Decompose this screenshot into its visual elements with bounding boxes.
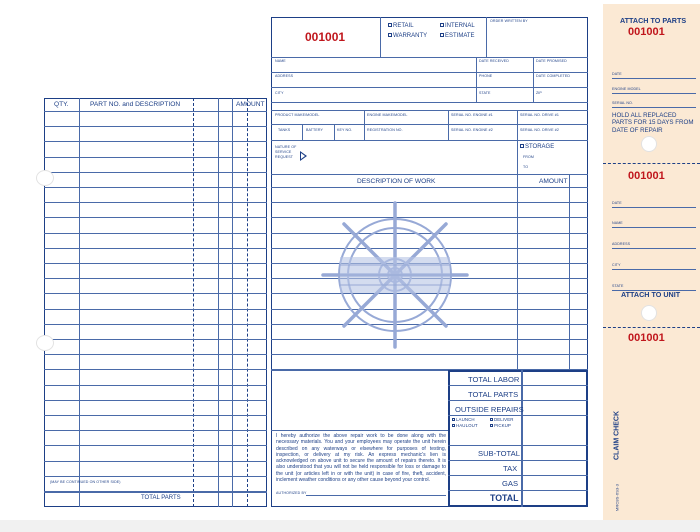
total-labor-label: TOTAL LABOR (468, 375, 520, 384)
continued-note: (MAY BE CONTINUED ON OTHER SIDE) (50, 480, 121, 484)
date-promised-label: DATE PROMISED (536, 59, 567, 63)
parts-row-line (44, 339, 267, 340)
key-no-label: KEY NO. (337, 128, 353, 132)
parts-row-line (44, 263, 267, 264)
order-written-by-label: ORDER WRITTEN BY (490, 19, 528, 23)
stub-number-2: 001001 (628, 170, 665, 182)
parts-row-line (44, 187, 267, 188)
tax-label: TAX (503, 464, 518, 473)
deliver-checkbox[interactable]: DELIVER (490, 417, 514, 422)
parts-row-line (44, 278, 267, 279)
phone-label: PHONE (479, 74, 493, 78)
part-description-header: PART NO. and DESCRIPTION (90, 101, 181, 108)
name-label: NAME (275, 59, 286, 63)
state-label: STATE (479, 91, 491, 95)
totals-row-line (448, 415, 588, 416)
totals-row-line (448, 475, 588, 476)
totals-row-line (448, 460, 588, 461)
work-amount-header: AMOUNT (539, 178, 568, 185)
attach-to-parts-label: ATTACH TO PARTS (620, 16, 687, 25)
hold-parts-note: HOLD ALL REPLACED PARTS FOR 15 DAYS FROM DATE OF REPAIR (612, 112, 694, 134)
parts-row-line (44, 415, 267, 416)
stub-city2-label: CITY (612, 263, 621, 267)
zip-label: ZIP (536, 91, 542, 95)
qty-header: QTY. (54, 101, 69, 108)
parts-row-line (44, 141, 267, 142)
parts-row-line (44, 461, 267, 462)
parts-row-line (44, 385, 267, 386)
date-completed-label: DATE COMPLETED (536, 74, 571, 78)
stub-date2-label: DATE (612, 201, 622, 205)
battery-label: BATTERY (306, 128, 323, 132)
description-of-work-header: DESCRIPTION OF WORK (357, 178, 436, 185)
attach-to-unit-label: ATTACH TO UNIT (621, 290, 681, 299)
stub-engine-model-label: ENGINE MODEL (612, 87, 641, 91)
authorized-by-label: AUTHORIZED BY (276, 491, 307, 495)
address-label: ADDRESS (275, 74, 294, 78)
stub-code: MRC8S-6S3-3 (614, 483, 620, 512)
date-received-label: DATE RECEIVED (479, 59, 509, 63)
storage-checkbox[interactable]: STORAGE (520, 144, 554, 150)
serial-drive-2-label: SERIAL NO. DRIVE #2 (520, 128, 559, 132)
parts-row-line (44, 492, 267, 493)
stub-state2-label: STATE (612, 284, 624, 288)
parts-row-line (44, 476, 267, 477)
parts-row-line (44, 157, 267, 158)
totals-row-line (448, 445, 588, 446)
parts-row-line (44, 233, 267, 234)
binder-hole-top (36, 170, 54, 186)
total-parts-label: TOTAL PARTS (141, 495, 181, 501)
stub-address2-label: ADDRESS (612, 242, 631, 246)
totals-row-line (448, 490, 588, 491)
stub-number-1: 001001 (628, 26, 665, 38)
parts-row-line (44, 293, 267, 294)
storage-from-label: FROM (523, 155, 534, 159)
pickup-checkbox[interactable]: PICKUP (490, 423, 511, 428)
launch-checkbox[interactable]: LAUNCH (452, 417, 475, 422)
grand-total-label: TOTAL (490, 493, 519, 503)
parts-row-line (44, 445, 267, 446)
engine-make-model-label: ENGINE MAKE/MODEL (367, 113, 408, 117)
total-parts-total-label: TOTAL PARTS (468, 390, 519, 399)
city-label: CITY (275, 91, 284, 95)
ships-wheel-watermark (320, 195, 470, 360)
totals-row-line (448, 400, 588, 401)
stub-number-3: 001001 (628, 332, 665, 344)
parts-row-line (44, 217, 267, 218)
totals-row-line (448, 385, 588, 386)
product-make-model-label: PRODUCT MAKE/MODEL (275, 113, 320, 117)
sub-total-label: SUB-TOTAL (478, 449, 520, 458)
outside-repairs-label: OUTSIDE REPAIRS (455, 405, 524, 414)
form-number: 001001 (305, 30, 346, 44)
parts-row-line (44, 202, 267, 203)
parts-row-line (44, 369, 267, 370)
gas-label: GAS (502, 479, 519, 488)
registration-no-label: REGISTRATION NO. (367, 128, 403, 132)
stub-date-label: DATE (612, 72, 622, 76)
serial-engine-1-label: SERIAL NO. ENGINE #1 (451, 113, 493, 117)
serial-engine-2-label: SERIAL NO. ENGINE #2 (451, 128, 493, 132)
parts-row-line (44, 172, 267, 173)
authorization-text: I hereby authorize the above repair work to be done along with the necessary materials. You and your employees may operate the unit herein described on any waterways or elsewhere for purposes of testing, inspection, or delivery at my risk. An express mechanic's lien is acknowledged on above unit to secure the amount of repairs thereto. It is also understood that you will not be held responsible for loss or damage to the unit (or articles left in or with the unit) in case of fire, theft, accident, inclement weather conditions or any other cause beyond your control. (276, 433, 446, 484)
haulout-checkbox[interactable]: HAULOUT (452, 423, 478, 428)
binder-hole-bottom (36, 335, 54, 351)
serial-drive-1-label: SERIAL NO. DRIVE #1 (520, 113, 559, 117)
stub-serial-no-label: SERIAL NO. (612, 101, 634, 105)
parts-row-line (44, 354, 267, 355)
parts-row-line (44, 248, 267, 249)
check-estimate[interactable]: ESTIMATE (440, 33, 475, 39)
check-retail[interactable]: RETAIL (388, 23, 414, 29)
storage-to-label: TO (523, 165, 529, 169)
check-internal[interactable]: INTERNAL (440, 23, 475, 29)
stub-name2-label: NAME (612, 221, 623, 225)
check-warranty[interactable]: WARRANTY (388, 33, 427, 39)
work-row-line (271, 370, 448, 371)
parts-row-line (44, 430, 267, 431)
parts-row-line (44, 309, 267, 310)
parts-row-line (44, 126, 267, 127)
claim-check-label: CLAIM CHECK (613, 411, 621, 460)
parts-row-line (44, 400, 267, 401)
amount-header: AMOUNT (236, 101, 265, 108)
tanks-label: TANKS (278, 128, 291, 132)
parts-row-line (44, 324, 267, 325)
nature-of-service-label: NATURE OF SERVICE REQUEST (275, 145, 297, 159)
